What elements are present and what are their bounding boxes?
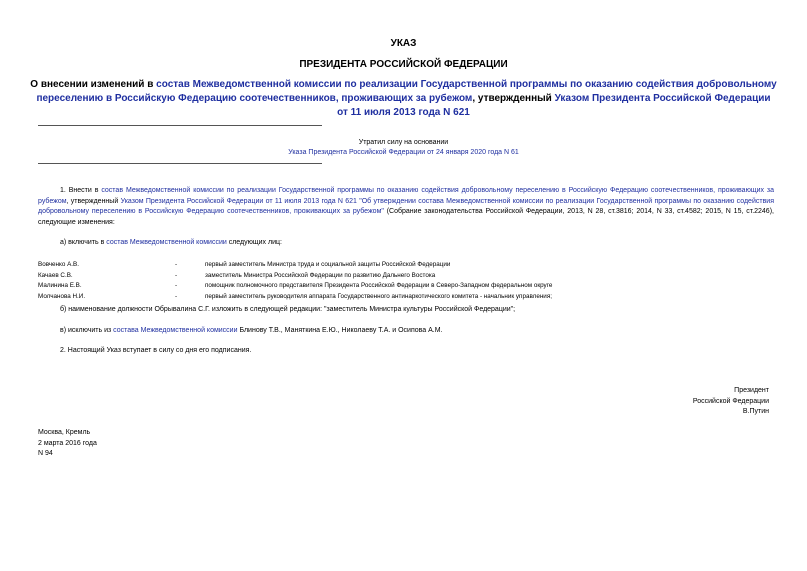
pa-commission-link[interactable]: состав Межведомственной комиссии (106, 239, 227, 246)
member-position: первый заместитель Министра труда и социальной защиты Российской Федерации (205, 261, 451, 268)
member-position: помощник полномочного представителя Президента Российской Федерации в Северо-Западном федеральном округе (205, 282, 553, 289)
p1-decree-link[interactable]: Указом Президента Российской Федерации от 11 июля 2013 года N 621 "Об утверждении состава Межведомственной комиссии по реализации Государственной программы по оказанию содействия добровольному переселению в Российскую Федерацию соотечественников, проживающих за рубежом" (38, 197, 774, 215)
subtitle-text-1: О внесении изменений в (30, 79, 157, 90)
member-dash: - (175, 282, 178, 289)
members-table (38, 260, 552, 302)
signature-title: Президент (734, 387, 769, 394)
p1-text-2: , утвержденный (66, 197, 121, 205)
decree-title: УКАЗ (390, 38, 417, 49)
table-row (38, 271, 552, 282)
status-line: Утратил силу на основании (358, 139, 449, 146)
p1-commission-link[interactable]: состав Межведомственной комиссии по реализации Государственной программы по оказанию содействия добровольному переселению в Российскую Федерацию соотечественников, проживающих за рубежом (38, 187, 775, 205)
table-row (38, 281, 552, 292)
status-block (0, 138, 807, 158)
member-name: Молчанова Н.И. (38, 292, 86, 300)
pv-text-1: в) исключить из (60, 327, 114, 334)
document-subtitle (30, 78, 777, 120)
member-name: Вовченко А.В. (38, 261, 80, 268)
paragraph-2: 2. Настоящий Указ вступает в силу со дня его подписания. (60, 347, 252, 354)
member-position: заместитель Министра Российской Федерации по развитию Дальнего Востока (205, 271, 436, 279)
p1-text-3: (Собрание законодательства Российской Федерации, 2013, N 28, ст.3816; 2014, N 33, ст.4582; 2015, N 15, ст.2246), следующие изменения: (38, 208, 774, 226)
signature-country: Российской Федерации (692, 397, 769, 405)
subtitle-text-2: , утвержденный (472, 93, 555, 104)
member-name: Малинина Е.В. (38, 282, 82, 289)
decree-number: N 94 (38, 450, 53, 457)
pv-commission-link[interactable]: состава Межведомственной комиссии (113, 327, 238, 334)
signature-block (693, 386, 769, 418)
place-date-block (38, 428, 97, 460)
pa-text-2: следующих лиц: (226, 239, 282, 246)
place-city: Москва, Кремль (38, 429, 91, 436)
table-row (38, 260, 552, 271)
member-dash: - (175, 292, 178, 300)
pa-text-1: а) включить в (60, 239, 107, 246)
divider-bottom (38, 163, 322, 164)
member-position: первый заместитель руководителя аппарата Государственного антинаркотического комитета - начальник управления; (205, 292, 552, 300)
subtitle-commission-link[interactable]: состав Межведомственной комиссии по реализации Государственной программы по оказанию содействия добровольному переселению в Российскую Федерацию соотечественников, проживающих за рубежом (36, 79, 777, 104)
place-date: 2 марта 2016 года (38, 439, 97, 447)
signature-name: В.Путин (742, 408, 769, 415)
table-row (38, 292, 552, 303)
member-dash: - (175, 271, 178, 279)
status-decree-link[interactable]: Указа Президента Российской Федерации от 24 января 2020 года N 61 (288, 149, 519, 156)
member-dash: - (175, 261, 178, 268)
subtitle-decree-link[interactable]: Указом Президента Российской Федерации от 11 июля 2013 года N 621 (337, 93, 771, 118)
member-name: Качаев С.В. (38, 271, 73, 279)
paragraph-1 (38, 186, 774, 228)
paragraph-v (38, 326, 774, 337)
president-title: ПРЕЗИДЕНТА РОССИЙСКОЙ ФЕДЕРАЦИИ (299, 59, 508, 70)
pv-text-2: Блинову Т.В., Маняткина Е.Ю., Николаеву Т.А. и Осипова А.М. (237, 327, 443, 334)
p1-text-1: 1. Внести в (60, 187, 102, 194)
divider-top (38, 125, 322, 126)
paragraph-a (38, 238, 774, 249)
paragraph-b: б) наименование должности Обрывалина С.Г. изложить в следующей редакции: "заместитель Министра культуры Российской Федерации"; (60, 306, 516, 313)
